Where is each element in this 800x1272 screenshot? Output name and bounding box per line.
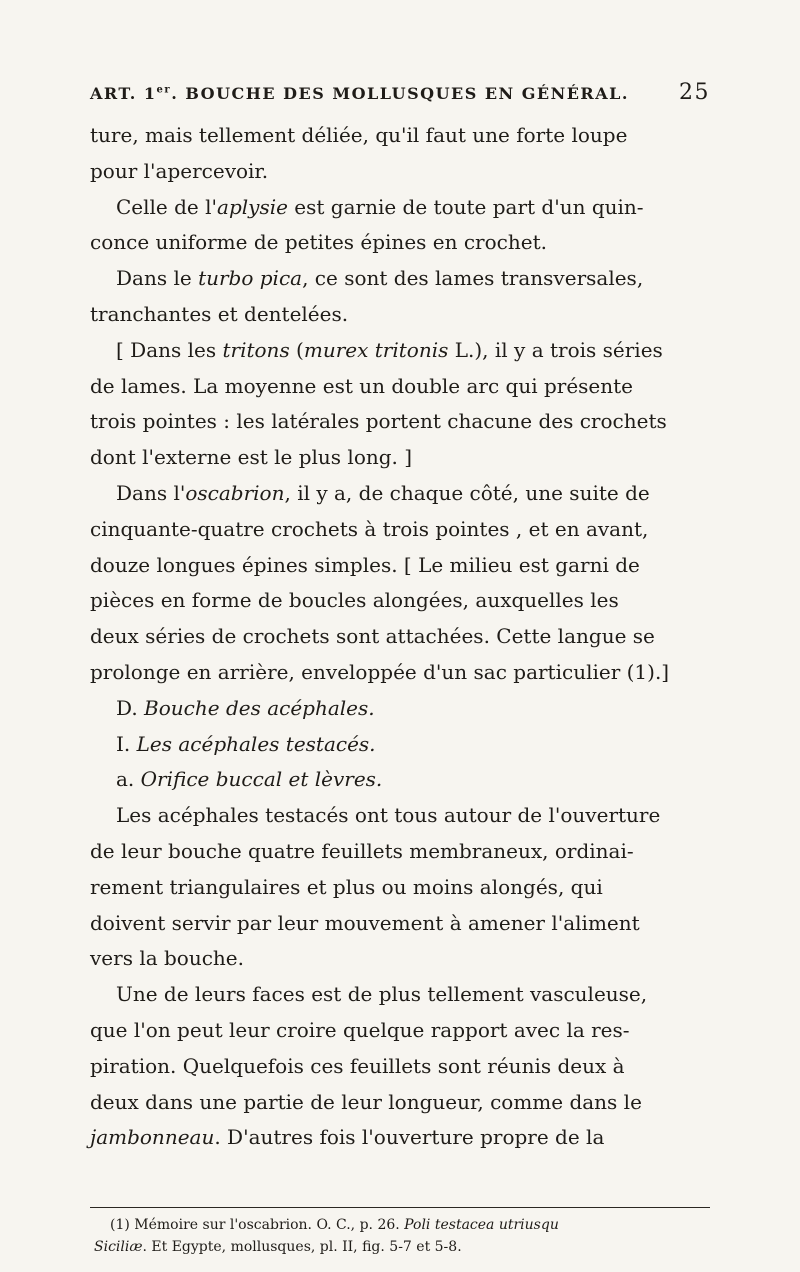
footnote	[94, 1214, 730, 1258]
text-line: de lames. La moyenne est un double arc qui présente	[90, 373, 634, 398]
text-line: douze longues épines simples. [ Le milieu est garni de	[90, 552, 640, 577]
text-line: deux dans une partie de leur longueur, comme dans le	[90, 1089, 642, 1114]
text-line: prolonge en arrière, enveloppée d'un sac particulier (1).]	[90, 659, 670, 684]
text-line: vers la bouche.	[90, 946, 244, 971]
text-line: Les acéphales testacés ont tous autour de l'ouverture	[116, 803, 661, 828]
text-line: Une de leurs faces est de plus tellement vasculeuse,	[116, 982, 648, 1007]
section-heading: a. Orifice buccal et lèvres.	[116, 767, 383, 792]
text-line: [ Dans les tritons (murex tritonis L.), il y a trois séries	[116, 337, 663, 362]
header-superscript: er	[156, 84, 172, 96]
text-line: Dans le turbo pica, ce sont des lames transversales,	[116, 266, 644, 291]
text-line: doivent servir par leur mouvement à amener l'aliment	[90, 910, 640, 935]
text-line: Dans l'oscabrion, il y a, de chaque côté, une suite de	[116, 480, 650, 505]
footnote-divider	[90, 1207, 710, 1208]
footnote-line: Siciliæ. Et Egypte, mollusques, pl. II, fig. 5-7 et 5-8.	[94, 1239, 462, 1255]
section-heading: D. Bouche des acéphales.	[116, 695, 375, 720]
text-line: tranchantes et dentelées.	[90, 301, 349, 326]
text-line: de leur bouche quatre feuillets membraneux, ordinai-	[90, 838, 634, 863]
text-line: cinquante-quatre crochets à trois pointes , et en avant,	[90, 516, 649, 541]
header-title: ART. 1er. BOUCHE DES MOLLUSQUES EN GÉNÉRAL.	[90, 84, 629, 103]
text-line: trois pointes : les latérales portent chacune des crochets	[90, 409, 667, 434]
text-line: Celle de l'aplysie est garnie de toute part d'un quin-	[116, 194, 644, 219]
text-line: que l'on peut leur croire quelque rapport avec la res-	[90, 1017, 630, 1042]
text-line: conce uniforme de petites épines en crochet.	[90, 230, 547, 255]
text-line: deux séries de crochets sont attachées. Cette langue se	[90, 624, 655, 649]
text-line: pièces en forme de boucles alongées, auxquelles les	[90, 588, 619, 613]
text-line: pour l'apercevoir.	[90, 158, 269, 183]
text-line: ture, mais tellement déliée, qu'il faut une forte loupe	[90, 123, 628, 147]
page-number: 25	[679, 80, 710, 105]
text-line: jambonneau. D'autres fois l'ouverture propre de la	[90, 1125, 605, 1150]
section-heading: I. Les acéphales testacés.	[116, 731, 376, 756]
body-text	[90, 118, 720, 1156]
footnote-line: (1) Mémoire sur l'oscabrion. O. C., p. 26. Poli testacea utriusqu	[110, 1217, 559, 1233]
text-line: piration. Quelquefois ces feuillets sont réunis deux à	[90, 1053, 625, 1078]
running-header	[90, 80, 710, 105]
text-line: dont l'externe est le plus long. ]	[90, 445, 413, 470]
text-line: rement triangulaires et plus ou moins alongés, qui	[90, 874, 603, 899]
